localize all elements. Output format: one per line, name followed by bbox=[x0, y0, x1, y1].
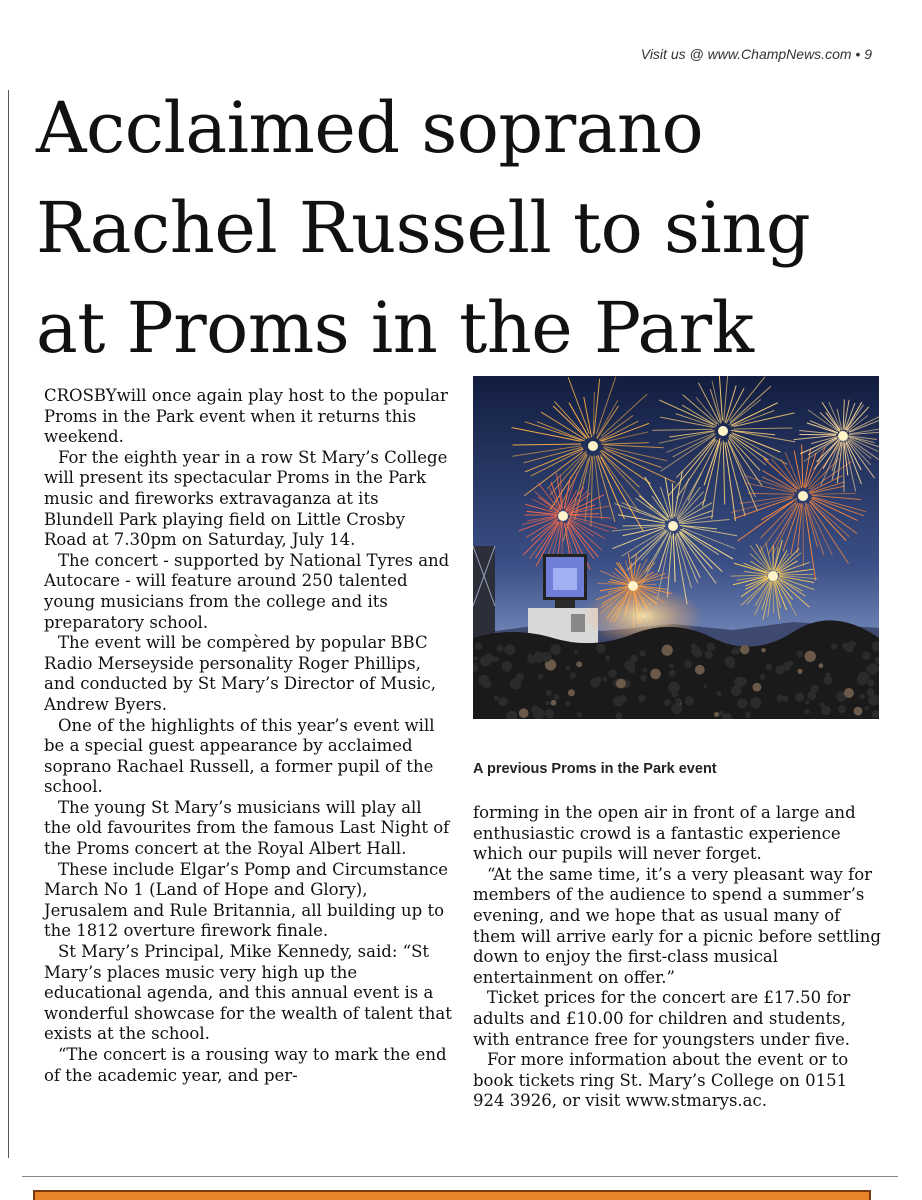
crowd-head bbox=[694, 649, 703, 658]
crowd-head bbox=[819, 663, 824, 668]
crowd-head bbox=[859, 694, 865, 700]
firework-core bbox=[838, 431, 848, 441]
crowd-head bbox=[638, 695, 645, 702]
crowd-head bbox=[737, 698, 747, 708]
paragraph: These include Elgar’s Pomp and Circumstance March No 1 (Land of Hope and Glory), Jerusalem and Rule Britannia, all building up to the 1812 overture firework finale. bbox=[44, 859, 449, 941]
paragraph: The young St Mary’s musicians will play all the old favourites from the famous Last Night of the Proms concert at the Royal Albert Hall. bbox=[44, 797, 450, 859]
crowd-head bbox=[650, 669, 661, 680]
crowd-head bbox=[831, 643, 837, 649]
crowd-head bbox=[745, 712, 751, 718]
crowd-head bbox=[725, 656, 735, 666]
crowd-head bbox=[483, 680, 492, 689]
crowd-head bbox=[605, 656, 610, 661]
crowd-head bbox=[590, 678, 600, 688]
crowd-head bbox=[775, 665, 784, 674]
crowd-head bbox=[733, 647, 741, 655]
crowd-head bbox=[568, 689, 575, 696]
crowd-head bbox=[786, 661, 791, 666]
crowd-head bbox=[545, 709, 555, 719]
crowd-head bbox=[551, 700, 557, 706]
firework-streak bbox=[779, 574, 813, 575]
crowd-head bbox=[797, 651, 804, 658]
paragraph: St Mary’s Principal, Mike Kennedy, said: “St Mary’s places music very high up the educational agenda, and this annual event is a wonderful showcase for the wealth of talent that exists at the school. bbox=[44, 942, 452, 1044]
crowd-head bbox=[797, 669, 802, 674]
crowd-head bbox=[750, 697, 761, 708]
crowd-head bbox=[642, 668, 647, 673]
crowd-head bbox=[777, 695, 784, 702]
accent-bar bbox=[33, 1190, 871, 1200]
crowd-head bbox=[534, 652, 545, 663]
crowd-head bbox=[565, 701, 570, 706]
crowd-head bbox=[766, 664, 773, 671]
crowd-head bbox=[550, 644, 561, 655]
crowd-head bbox=[671, 703, 682, 714]
paragraph: CROSBYwill once again play host to the popular Proms in the Park event when it returns this weekend. bbox=[44, 386, 448, 447]
crowd-head bbox=[545, 701, 549, 705]
paragraph: “The concert is a rousing way to mark the end of the academic year, and per- bbox=[44, 1045, 447, 1085]
crowd-head bbox=[714, 712, 719, 717]
crowd-head bbox=[574, 649, 578, 653]
crowd-head bbox=[484, 653, 495, 664]
paragraph: The concert - supported by National Tyres and Autocare - will feature around 250 talented young musicians from the college and its preparatory school. bbox=[44, 550, 450, 632]
firework-core bbox=[798, 491, 808, 501]
paragraph: “At the same time, it’s a very pleasant way for members of the audience to spend a summer’s evening, and we hope that as usual many of them will arrive early for a picnic before settling down to enjoy the first-class musical entertainment on offer.” bbox=[473, 864, 881, 987]
crowd-head bbox=[703, 684, 707, 688]
crowd-head bbox=[639, 650, 645, 656]
crowd-head bbox=[684, 660, 692, 668]
crowd-head bbox=[862, 651, 871, 660]
crowd-head bbox=[498, 697, 507, 706]
crowd-head bbox=[669, 670, 676, 677]
crowd-head bbox=[821, 705, 831, 715]
crowd-head bbox=[672, 691, 678, 697]
crowd-head bbox=[624, 660, 635, 671]
crowd-head bbox=[494, 696, 499, 701]
firework-core bbox=[558, 511, 568, 521]
crowd-head bbox=[664, 699, 671, 706]
crowd-head bbox=[519, 708, 529, 718]
crowd-head bbox=[533, 708, 545, 719]
crowd-head bbox=[731, 686, 742, 697]
crowd-head bbox=[685, 696, 694, 705]
crowd-head bbox=[705, 650, 712, 657]
article-column-right bbox=[473, 803, 881, 1112]
crowd-head bbox=[504, 644, 515, 655]
crowd-head bbox=[795, 693, 804, 702]
crowd-head bbox=[753, 683, 762, 692]
crowd-head bbox=[740, 645, 749, 654]
crowd-head bbox=[619, 695, 626, 702]
crowd-head bbox=[761, 648, 765, 652]
crowd-head bbox=[857, 675, 867, 685]
crowd-head bbox=[760, 674, 766, 680]
fireworks-photo bbox=[473, 376, 879, 719]
fireworks-illustration bbox=[473, 376, 879, 719]
crowd-head bbox=[824, 676, 833, 685]
crowd-head bbox=[811, 685, 819, 693]
crowd-head bbox=[475, 643, 482, 650]
firework-core bbox=[718, 426, 728, 436]
paragraph: For more information about the event or to book tickets ring St. Mary’s College on 0151 924 3926, or visit www.stmarys.ac. bbox=[473, 1050, 849, 1111]
crowd-head bbox=[844, 688, 854, 698]
bottom-rule bbox=[22, 1176, 898, 1177]
crowd-head bbox=[865, 706, 869, 710]
crowd-head bbox=[640, 674, 647, 681]
crowd-head bbox=[565, 665, 570, 670]
paragraph: For the eighth year in a row St Mary’s College will present its spectacular Proms in the Park music and fireworks extravaganza at its Blundell Park playing field on Little Crosby Road at 7.30pm on Saturday, July 14. bbox=[44, 447, 448, 550]
firework-streak bbox=[773, 581, 774, 613]
crowd-head bbox=[546, 690, 552, 696]
crowd-head bbox=[577, 712, 582, 717]
crowd-head bbox=[538, 674, 544, 680]
paragraph: forming in the open air in front of a large and enthusiastic crowd is a fantastic experience which our pupils will never forget. bbox=[473, 803, 856, 864]
crowd-head bbox=[576, 661, 582, 667]
crowd-head bbox=[554, 694, 560, 700]
crowd-head bbox=[805, 651, 816, 662]
crowd-head bbox=[603, 677, 608, 682]
crowd-head bbox=[866, 666, 870, 670]
crowd-head bbox=[717, 691, 722, 696]
crowd-head bbox=[496, 645, 503, 652]
firework-core bbox=[668, 521, 678, 531]
crowd-head bbox=[718, 711, 723, 716]
article-column-left bbox=[44, 386, 452, 1086]
headline: Acclaimed soprano Rachel Russell to sing at Proms in the Park bbox=[36, 87, 811, 369]
paragraph: One of the highlights of this year’s event will be a special guest appearance by acclaimed soprano Rachael Russell, a former pupil of the school. bbox=[44, 715, 435, 797]
firework-core bbox=[768, 571, 778, 581]
crowd-head bbox=[854, 707, 863, 716]
crowd-head bbox=[502, 661, 512, 671]
crowd-head bbox=[695, 665, 705, 675]
crowd-head bbox=[596, 644, 606, 654]
crowd-head bbox=[668, 682, 680, 694]
crowd-head bbox=[510, 678, 521, 689]
crowd-head bbox=[615, 712, 622, 719]
crowd-head bbox=[738, 677, 747, 686]
crowd-head bbox=[494, 657, 499, 662]
crowd-head bbox=[845, 643, 854, 652]
page-header: Visit us @ www.ChampNews.com • 9 bbox=[640, 46, 872, 62]
crowd-head bbox=[805, 700, 809, 704]
paragraph: The event will be compèred by popular BBC Radio Merseyside personality Roger Phillips, and conducted by St Mary’s Director of Music, Andrew Byers. bbox=[44, 633, 437, 714]
crowd-head bbox=[616, 679, 626, 689]
photo-caption: A previous Proms in the Park event bbox=[473, 761, 717, 777]
crowd-head bbox=[867, 688, 875, 696]
crowd-head bbox=[838, 705, 846, 713]
crowd-head bbox=[570, 672, 576, 678]
firework-core bbox=[588, 441, 598, 451]
crowd-head bbox=[608, 669, 617, 678]
firework-streak bbox=[672, 483, 673, 518]
paragraph: Ticket prices for the concert are £17.50 for adults and £10.00 for children and students, with entrance free for youngsters under five. bbox=[473, 988, 851, 1049]
crowd-head bbox=[669, 664, 674, 669]
crowd-head bbox=[804, 709, 809, 714]
crowd-head bbox=[691, 643, 696, 648]
crowd-head bbox=[707, 643, 715, 651]
crowd-head bbox=[474, 656, 478, 660]
column-rule bbox=[8, 90, 9, 1158]
crowd-head bbox=[662, 645, 673, 656]
